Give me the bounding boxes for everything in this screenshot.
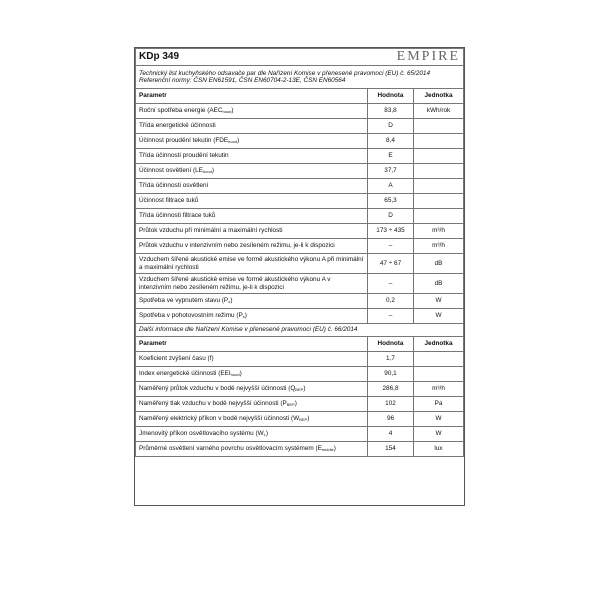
unit-cell xyxy=(414,134,464,149)
table-row xyxy=(136,224,464,239)
table-row xyxy=(136,294,464,309)
header-value: Hodnota xyxy=(368,89,414,104)
unit-cell: kWh/rok xyxy=(414,104,464,119)
unit-cell: dB xyxy=(414,254,464,274)
value-cell: 173 ÷ 435 xyxy=(368,224,414,239)
table-row xyxy=(136,412,464,427)
table-row xyxy=(136,104,464,119)
header-param: Parametr xyxy=(136,89,368,104)
header-unit: Jednotka xyxy=(414,89,464,104)
product-title: KDp 349 xyxy=(139,50,180,62)
param-cell: Vzduchem šířené akustické emise ve formě akustického výkonu A při minimální a maximální rychlosti xyxy=(136,254,368,274)
table-row xyxy=(136,427,464,442)
table-row xyxy=(136,134,464,149)
table-header-2 xyxy=(136,337,464,352)
intro-line-2: Referenční normy: ČSN EN61591, ČSN EN60704-2-13E, ČSN EN60564 xyxy=(139,77,346,84)
param-cell: Třída účinnosti proudění tekutin xyxy=(136,149,368,164)
unit-cell: lux xyxy=(414,442,464,457)
intro-row xyxy=(136,66,464,89)
value-cell: 8,4 xyxy=(368,134,414,149)
param-cell: Účinnost osvětlení $(LE_{hood})$ xyxy=(136,164,368,179)
unit-cell xyxy=(414,367,464,382)
unit-cell: W xyxy=(414,294,464,309)
param-cell: Naměřený elektrický příkon v bodě nejvyšší účinnosti $(W_{BEP})$ xyxy=(136,412,368,427)
value-cell: 47 ÷ 67 xyxy=(368,254,414,274)
param-cell: Třída účinnosti filtrace tuků xyxy=(136,209,368,224)
value-cell: 83,8 xyxy=(368,104,414,119)
table-row xyxy=(136,194,464,209)
header-param: Parametr xyxy=(136,337,368,352)
table-row xyxy=(136,274,464,294)
energy-data-sheet xyxy=(134,47,465,506)
table-row xyxy=(136,367,464,382)
value-cell: 4 xyxy=(368,427,414,442)
param-cell: Naměřený tlak vzduchu v bodě nejvyšší účinnosti $(P_{BEP})$ xyxy=(136,397,368,412)
value-cell: 90,1 xyxy=(368,367,414,382)
unit-cell: W xyxy=(414,309,464,324)
unit-cell xyxy=(414,119,464,134)
unit-cell: dB xyxy=(414,274,464,294)
unit-cell xyxy=(414,179,464,194)
value-cell: 102 xyxy=(368,397,414,412)
empire-logo: EMPIRE xyxy=(368,49,464,66)
param-cell: Spotřeba ve vypnutém stavu $(P_o)$ xyxy=(136,294,368,309)
table-row xyxy=(136,254,464,274)
table-row xyxy=(136,442,464,457)
unit-cell xyxy=(414,352,464,367)
param-cell: Index energetické účinnosti $(EEI_{hood})$ xyxy=(136,367,368,382)
param-cell: Naměřený průtok vzduchu v bodě nejvyšší účinnosti $(Q_{BEP})$ xyxy=(136,382,368,397)
unit-cell: W xyxy=(414,412,464,427)
value-cell: D xyxy=(368,119,414,134)
param-cell: Třída energetické účinnosti xyxy=(136,119,368,134)
param-cell: Průměrné osvětlení varného povrchu osvětlovacím systémem $(E_{middle})$ xyxy=(136,442,368,457)
param-cell: Účinnost filtrace tuků xyxy=(136,194,368,209)
param-cell: Průtok vzduchu při minimální a maximální rychlosti xyxy=(136,224,368,239)
unit-cell: m³/h xyxy=(414,382,464,397)
table-row xyxy=(136,209,464,224)
header-unit: Jednotka xyxy=(414,337,464,352)
table-row xyxy=(136,119,464,134)
unit-cell: m³/h xyxy=(414,239,464,254)
table-row xyxy=(136,239,464,254)
param-cell: Průtok vzduchu v intenzivním nebo zesíleném režimu, je-li k dispozici xyxy=(136,239,368,254)
header-value: Hodnota xyxy=(368,337,414,352)
table-row xyxy=(136,149,464,164)
value-cell: – xyxy=(368,274,414,294)
table-header xyxy=(136,89,464,104)
value-cell: E xyxy=(368,149,414,164)
table-row xyxy=(136,397,464,412)
value-cell: 96 xyxy=(368,412,414,427)
further-info: Další informace dle Nařízení Komise v přenesené pravomoci (EU) č. 66/2014 xyxy=(136,324,464,337)
unit-cell: Pa xyxy=(414,397,464,412)
value-cell: D xyxy=(368,209,414,224)
unit-cell: W xyxy=(414,427,464,442)
unit-cell xyxy=(414,164,464,179)
table-row xyxy=(136,309,464,324)
value-cell: 37,7 xyxy=(368,164,414,179)
value-cell: 65,3 xyxy=(368,194,414,209)
value-cell: 0,2 xyxy=(368,294,414,309)
title-row xyxy=(136,49,464,66)
value-cell: A xyxy=(368,179,414,194)
value-cell: 286,8 xyxy=(368,382,414,397)
param-cell: Vzduchem šířené akustické emise ve formě akustického výkonu A v intenzivním nebo zesíleném režimu, je-li k dispozici xyxy=(136,274,368,294)
unit-cell xyxy=(414,194,464,209)
unit-cell: m³/h xyxy=(414,224,464,239)
value-cell: 154 xyxy=(368,442,414,457)
param-cell: Spotřeba v pohotovostním režimu $(P_s)$ xyxy=(136,309,368,324)
param-cell: Koeficient zvýšení času (f) xyxy=(136,352,368,367)
table-row xyxy=(136,179,464,194)
spec-table xyxy=(135,48,464,457)
table-row xyxy=(136,382,464,397)
unit-cell xyxy=(414,149,464,164)
unit-cell xyxy=(414,209,464,224)
param-cell: Jmenovitý příkon osvětlovacího systému $(W_L)$ xyxy=(136,427,368,442)
table-row xyxy=(136,352,464,367)
further-info-row xyxy=(136,324,464,337)
value-cell: – xyxy=(368,239,414,254)
value-cell: – xyxy=(368,309,414,324)
param-cell: Roční spotřeba energie $(AEC_{hood})$ xyxy=(136,104,368,119)
value-cell: 1,7 xyxy=(368,352,414,367)
param-cell: Účinnost proudění tekutin $(FDE_{hood})$ xyxy=(136,134,368,149)
table-row xyxy=(136,164,464,179)
intro-line-1: Technický list kuchyňského odsavače par dle Nařízení Komise v přenesené pravomoci (EU) č. 65/2014 xyxy=(139,69,431,77)
param-cell: Třída účinnosti osvětlení xyxy=(136,179,368,194)
